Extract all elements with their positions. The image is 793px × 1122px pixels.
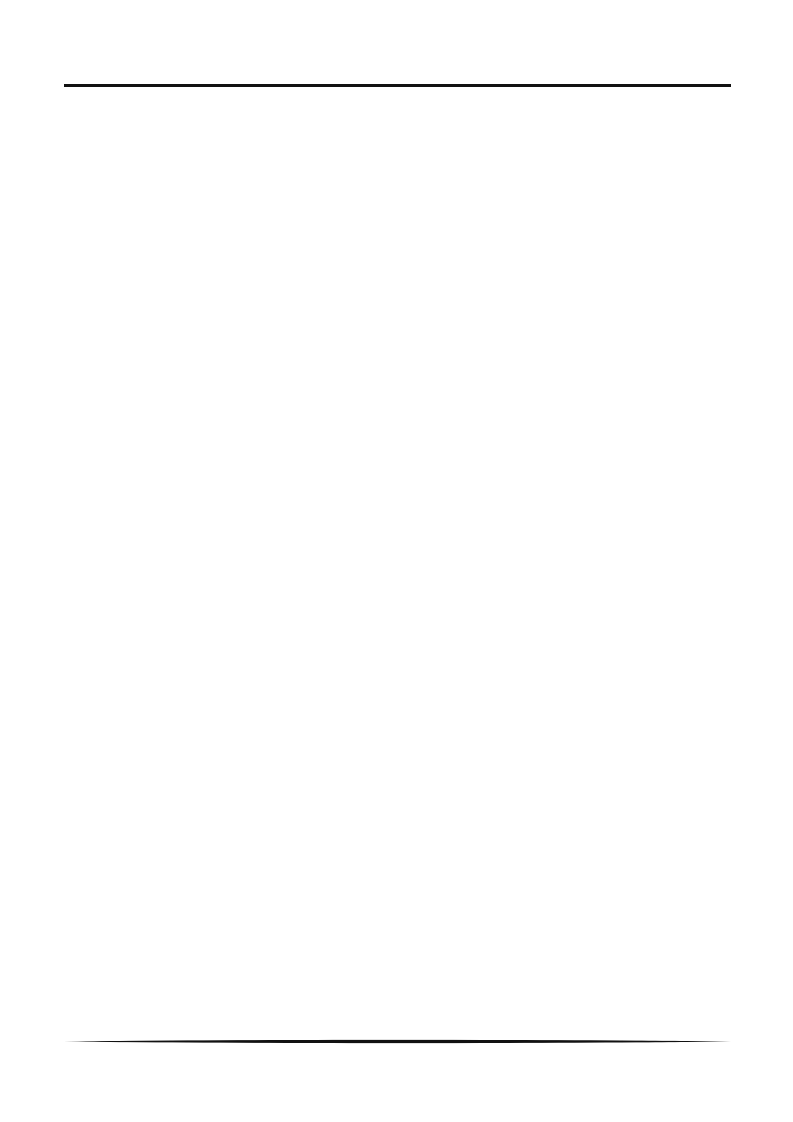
figure10-diagram	[295, 213, 532, 551]
figure-11	[181, 753, 640, 981]
figure11-photo	[181, 753, 640, 981]
figure-10	[295, 213, 532, 551]
page-footer	[64, 1046, 731, 1062]
header-rule	[64, 84, 731, 87]
footer-rule	[64, 1039, 731, 1044]
